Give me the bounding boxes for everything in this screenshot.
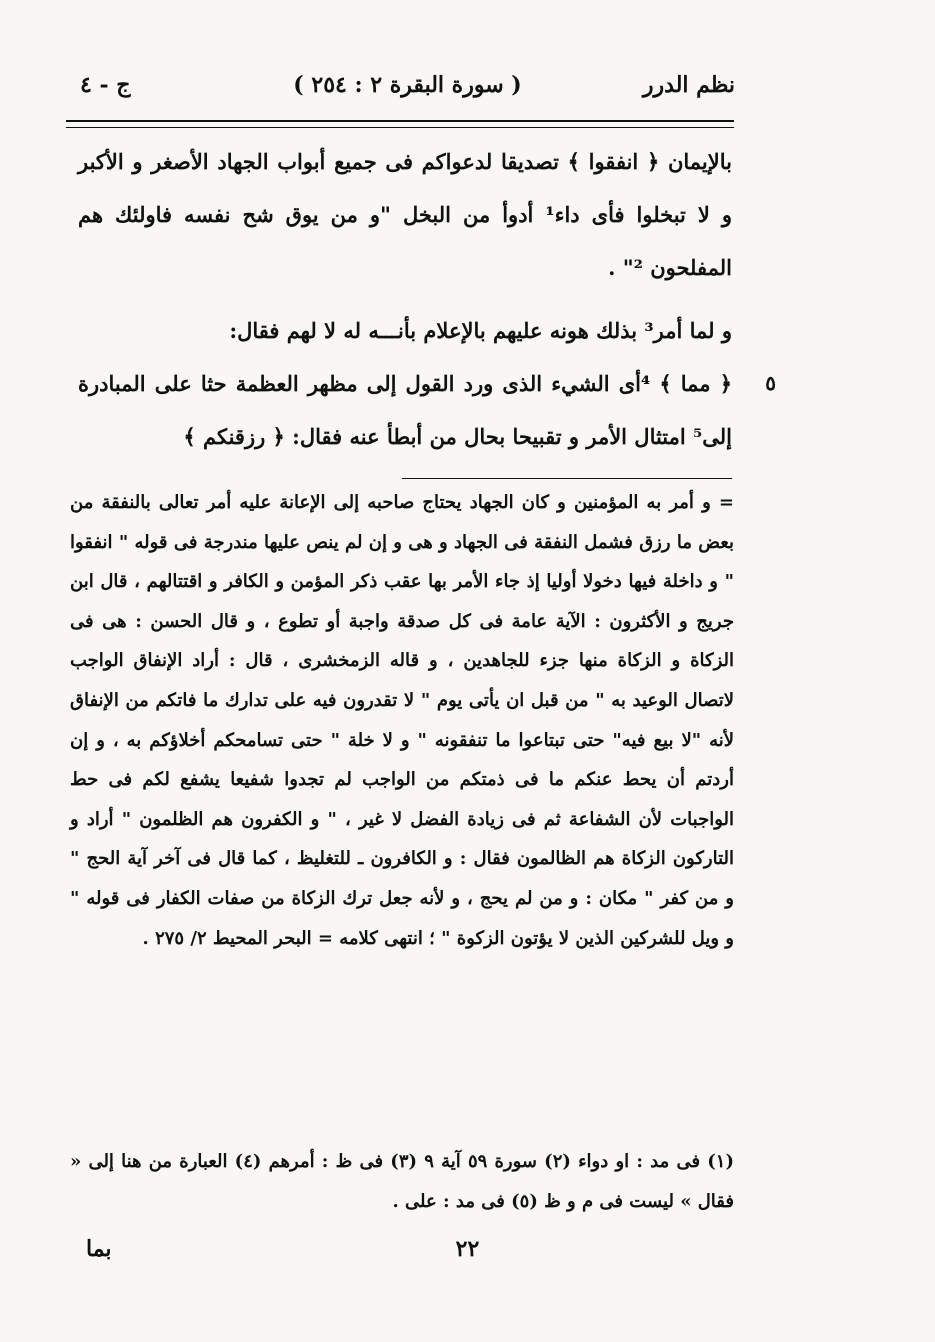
- running-header: [80, 72, 735, 112]
- commentary-text: = و أمر به المؤمنين و كان الجهاد يحتاج صاحبه إلى الإعانة عليه أمر تعالى بالنفقة من بعض ما رزق فشمل النفقة فى الجهاد و هى و إن لم ينص عليها مندرجة فى قوله " انفقوا " و داخلة فيها دخولا أوليا إذ جاء الأمر بها عقب ذكر المؤمن و الكافر و اقتتالهم ، قال ابن جريج و الأكثرون : الآية عامة فى كل صدقة واجبة أو تطوع ، و قال الحسن : هى فى الزكاة و الزكاة منها جزء للجاهدين ، و قاله الزمخشرى ، قال : أراد الإنفاق الواجب لاتصال الوعيد به " من قبل ان يأتى يوم " لا تقدرون فيه على تدارك ما فاتكم من الإنفاق لأنه "لا بيع فيه" حتى تبتاعوا ما تنفقونه " و لا خلة " حتى تسامحكم أخلاؤكم به ، و إن أردتم أن يحط عنكم ما فى ذمتكم من الواجب لم تجدوا شفيعا يشفع لكم فى حط الواجبات لأن الشفاعة ثم فى زيادة الفضل لا غير ، " و الكفرون هم الظلمون " أراد و التاركون الزكاة هم الظالمون فقال : و الكافرون ـ للتغليظ ، كما قال فى آخر آية الحج " و من كفر " مكان : و من لم يحج ، و لأنه جعل ترك الزكاة من صفات الكفار فى قوله " و ويل للشركين الذين لا يؤتون الزكوة " ؛ انتهى كلامه = البحر المحيط ٢/ ٢٧٥ .: [70, 492, 734, 949]
- catchword: بما: [86, 1236, 112, 1262]
- main-paragraph-3: ﴿ مما ﴾ ⁴أى الشيء الذى ورد القول إلى مظهر العظمة حثا على المبادرة إلى⁵ امتثال الأمر و تقبيحا بحال من أبطأ عنه فقال: ﴿ رزقنكم ﴾: [78, 371, 732, 449]
- main-paragraph-3-block: [78, 357, 776, 463]
- commentary-note: [70, 483, 734, 958]
- footnotes-text: (١) فى مد : او دواء (٢) سورة ٥٩ آية ٩ (٣) فى ظ : أمرهم (٤) العبارة من هنا إلى « فقال » ليست فى م و ظ (٥) فى مد : على .: [70, 1151, 734, 1212]
- header-rule: [66, 120, 734, 128]
- main-paragraph-1: بالإيمان ﴿ انفقوا ﴾ تصديقا لدعواكم فى جميع أبواب الجهاد الأصغر و الأكبر و لا تبخلوا فأى داء¹ أدوأ من البخل "و من يوق شح نفسه فاولئك هم المفلحون ²" .: [78, 149, 733, 280]
- main-text: [78, 135, 776, 463]
- volume-number: ج - ٤: [80, 72, 131, 98]
- page-number: ٢٢: [455, 1236, 480, 1262]
- surah-reference: ( سورة البقرة ٢ : ٢٥٤ ): [293, 72, 522, 98]
- footnotes: [70, 1142, 734, 1222]
- book-title: نظم الدرر: [642, 72, 735, 98]
- commentary-rule: [402, 478, 732, 479]
- main-paragraph-2: و لما أمر³ بذلك هونه عليهم بالإعلام بأنـــه له لا لهم فقال:: [229, 318, 732, 343]
- line-number: ٥: [765, 371, 776, 395]
